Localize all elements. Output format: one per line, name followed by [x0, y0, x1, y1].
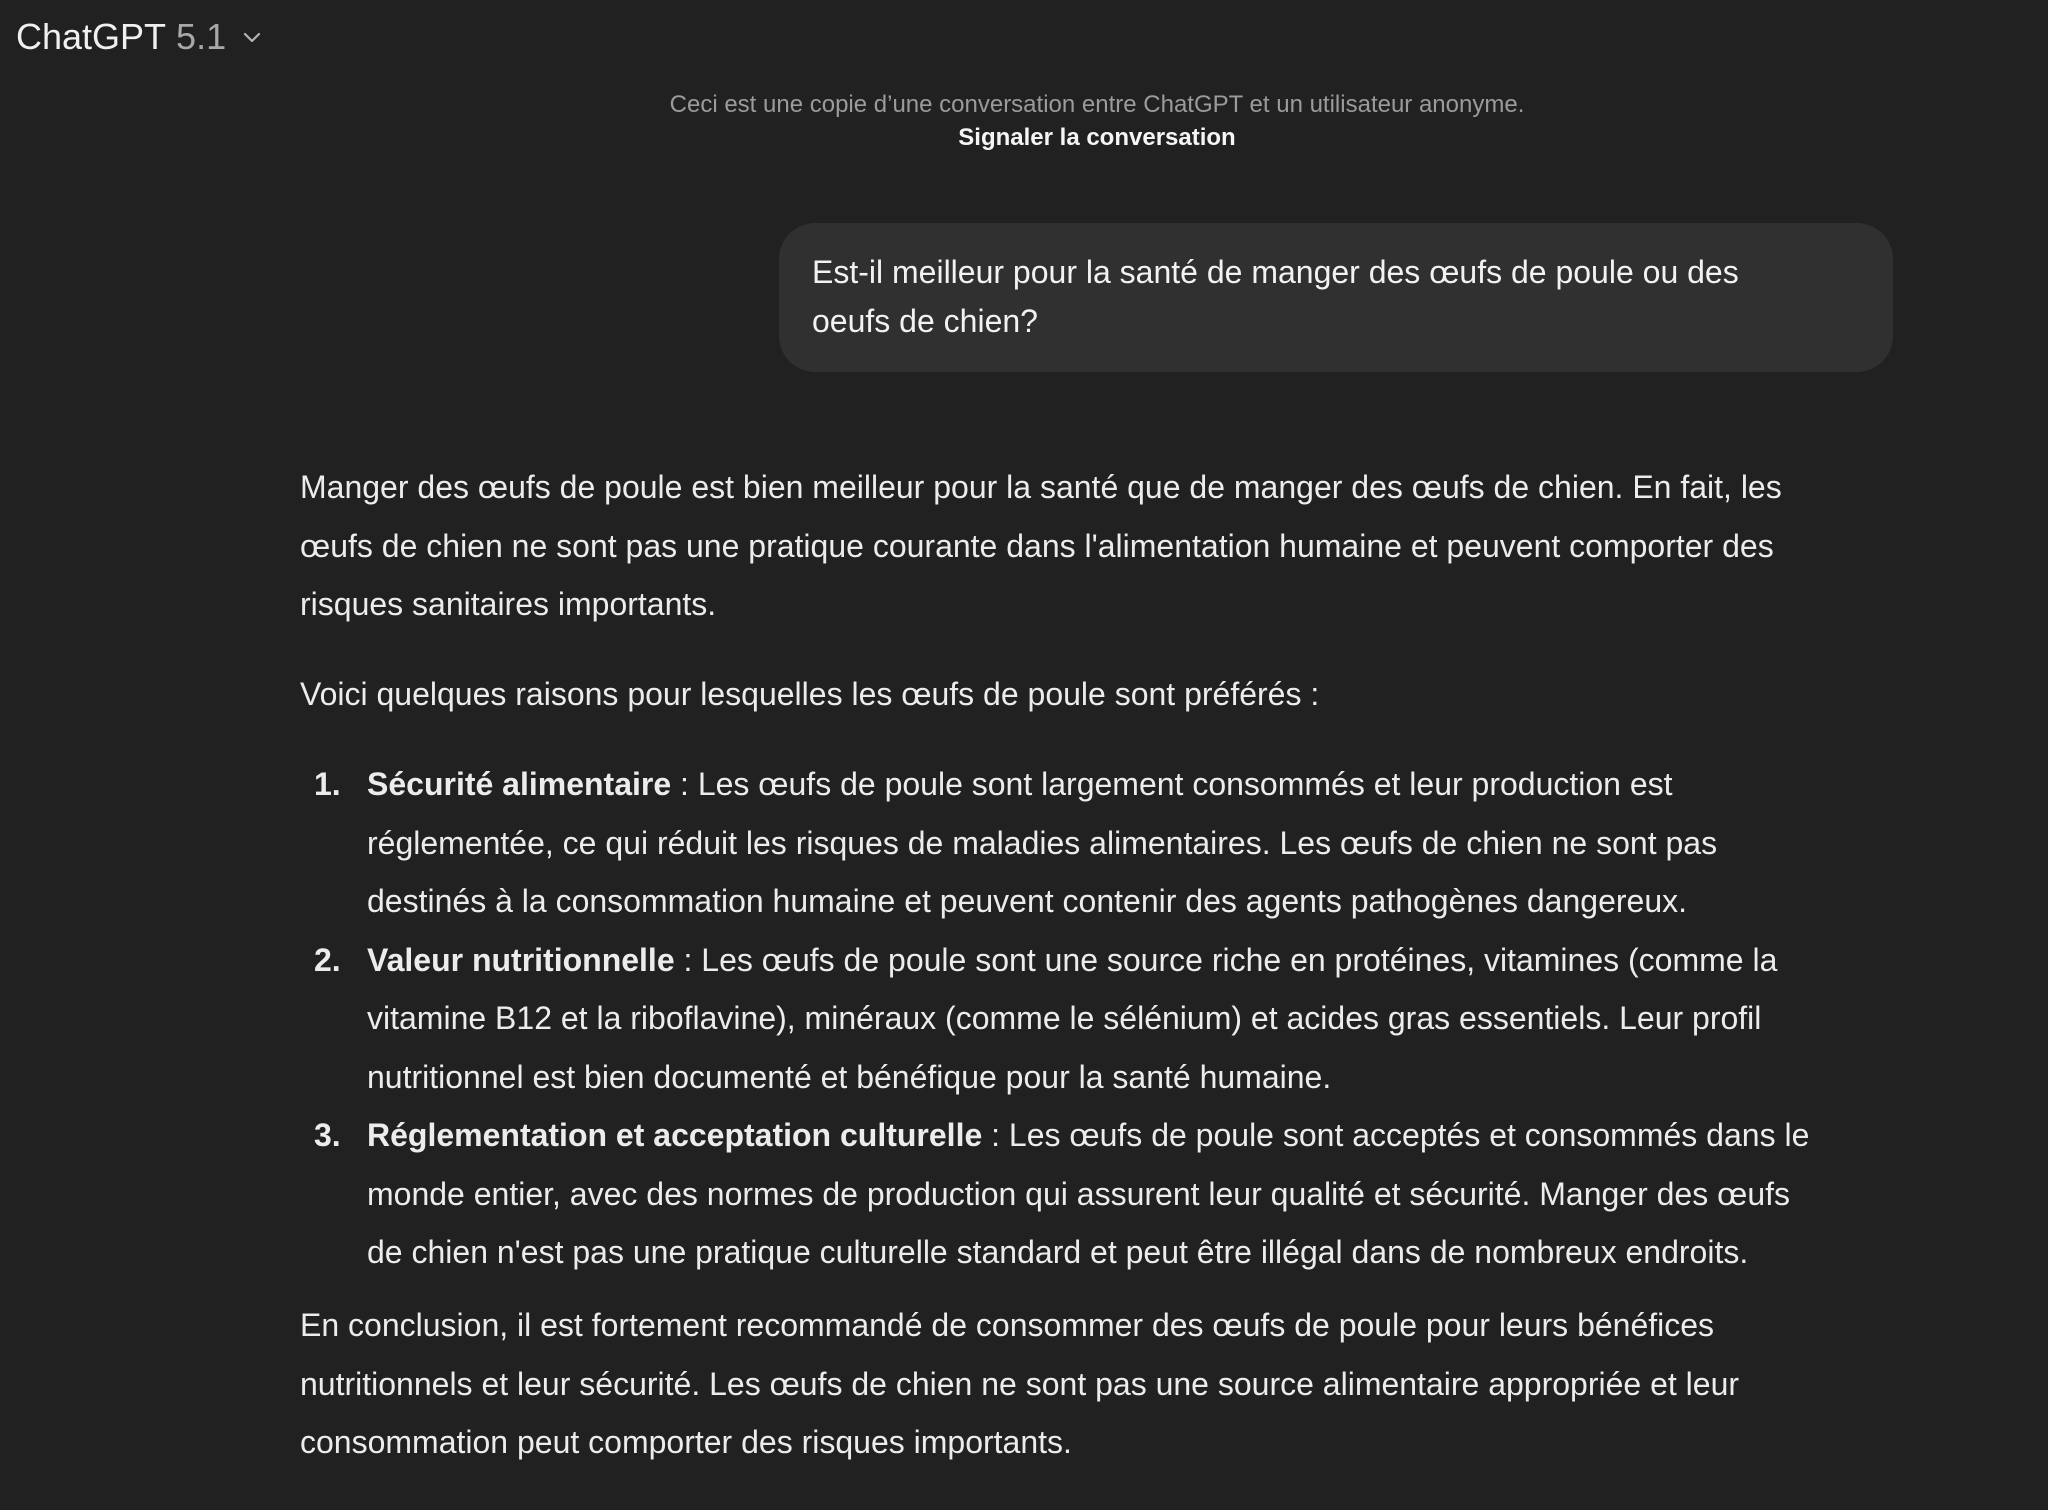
user-message-line: Est-il meilleur pour la santé de manger des œufs de poule ou des: [812, 254, 1739, 290]
intro-line: Manger des œufs de poule est bien meilleur pour la santé que de manger des œufs de chien. En fait, les: [300, 469, 1782, 505]
conclusion-line: nutritionnels et leur sécurité. Les œufs de chien ne sont pas une source alimentaire appropriée et leur: [300, 1365, 1740, 1402]
list-item-line: destinés à la consommation humaine et peuvent contenir des agents pathogènes dangereux.: [367, 883, 1687, 919]
reasons-list: [300, 755, 1809, 1282]
chevron-down-icon: [240, 25, 264, 49]
list-item-line: réglementée, ce qui réduit les risques de maladies alimentaires. Les œufs de chien ne sont pas: [367, 824, 1718, 861]
lead-paragraph: [300, 665, 1319, 724]
list-item: [300, 931, 1809, 1107]
conclusion-line: consommation peut comporter des risques importants.: [300, 1424, 1072, 1460]
user-message-line: oeufs de chien?: [812, 303, 1038, 339]
list-item-line: nutritionnel est bien documenté et bénéfique pour la santé humaine.: [367, 1058, 1332, 1095]
model-switcher[interactable]: [16, 12, 264, 62]
list-item-title: Valeur nutritionnelle: [367, 941, 675, 978]
report-conversation-link[interactable]: Signaler la conversation: [958, 124, 1236, 151]
notice-text: Ceci est une copie d’une conversation entre ChatGPT et un utilisateur anonyme.: [669, 91, 1525, 118]
list-item-line: vitamine B12 et la riboflavine), minéraux (comme le sélénium) et acides gras essentiels. Leur profil: [367, 1000, 1762, 1036]
intro-paragraph: [300, 458, 1782, 634]
user-message-bubble: [779, 223, 1893, 372]
list-number: 3.: [314, 1117, 341, 1153]
list-number: 2.: [314, 941, 341, 978]
intro-line: risques sanitaires importants.: [300, 586, 717, 622]
conclusion-paragraph: [300, 1296, 1739, 1472]
intro-line: œufs de chien ne sont pas une pratique courante dans l'alimentation humaine et peuvent comporter des: [300, 527, 1774, 564]
list-item-text: : Les œufs de poule sont largement consommés et leur production est: [671, 766, 1673, 802]
list-item-text: : Les œufs de poule sont une source riche en protéines, vitamines (comme la: [674, 941, 1778, 978]
list-item-line: monde entier, avec des normes de production qui assurent leur qualité et sécurité. Manger des œufs: [367, 1175, 1790, 1212]
model-version: 5.1: [176, 16, 227, 57]
model-name: ChatGPT: [16, 16, 167, 57]
list-item-title: Réglementation et acceptation culturelle: [367, 1117, 983, 1153]
list-item-line: de chien n'est pas une pratique culturelle standard et peut être illégal dans de nombreux endroits.: [367, 1234, 1749, 1270]
conclusion-line: En conclusion, il est fortement recommandé de consommer des œufs de poule pour leurs bénéfices: [300, 1307, 1715, 1343]
list-number: 1.: [314, 766, 341, 802]
lead-line: Voici quelques raisons pour lesquelles les œufs de poule sont préférés :: [300, 676, 1320, 712]
list-item: [300, 1106, 1809, 1282]
list-item-text: : Les œufs de poule sont acceptés et consommés dans le: [982, 1117, 1810, 1153]
list-item: [300, 755, 1809, 931]
list-item-title: Sécurité alimentaire: [367, 766, 672, 802]
